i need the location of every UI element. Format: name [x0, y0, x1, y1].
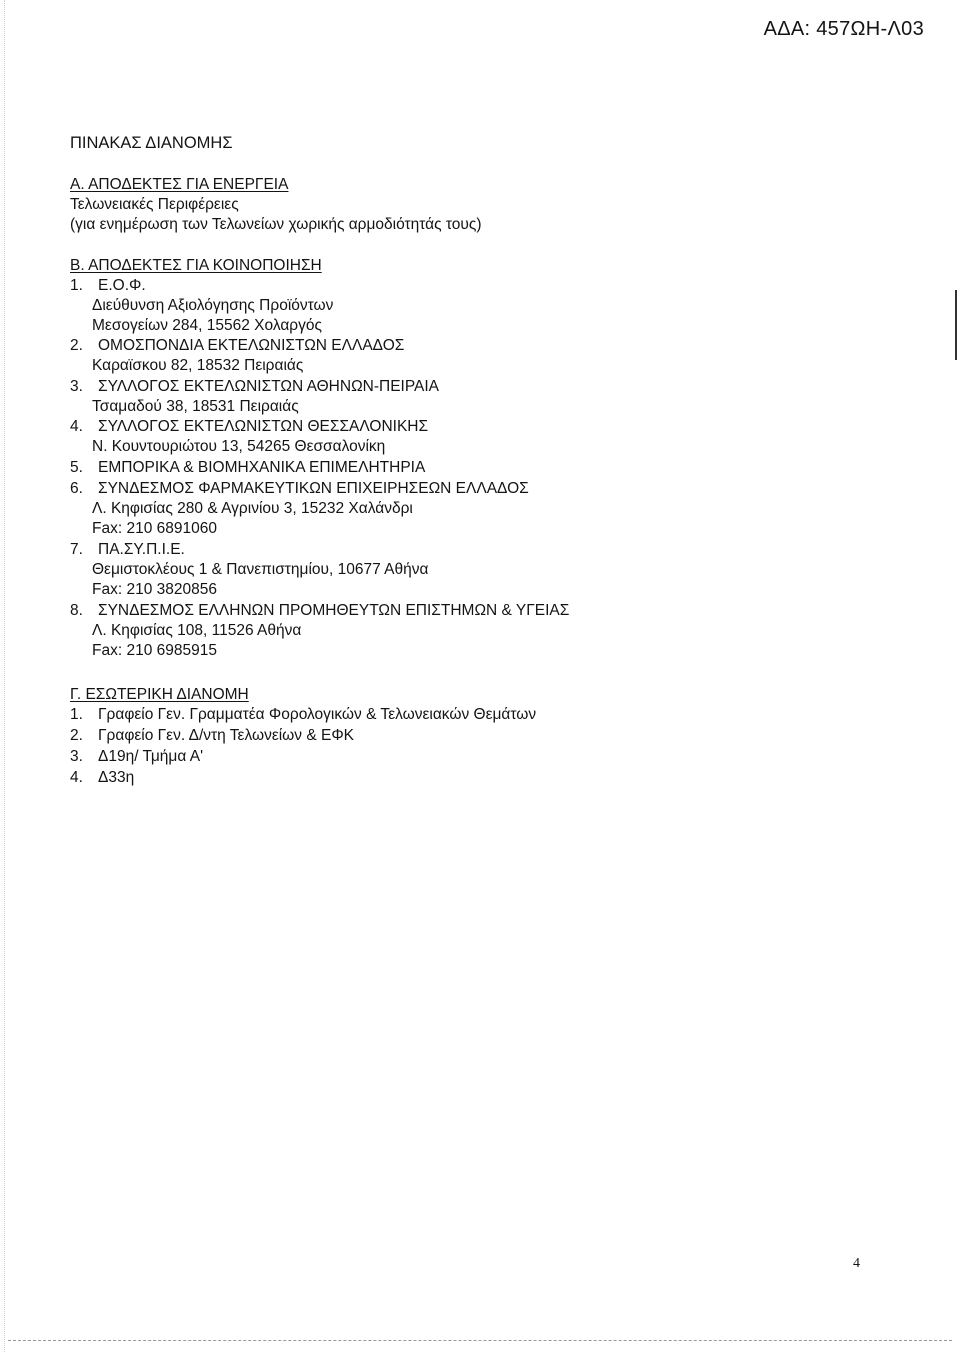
list-item-detail: Θεμιστοκλέους 1 & Πανεπιστημίου, 10677 Αθήνα [92, 561, 429, 578]
list-item-detail: Καραϊσκου 82, 18532 Πειραιάς [92, 357, 304, 374]
list-item-detail: Fax: 210 3820856 [92, 581, 217, 598]
page-number: 4 [853, 1256, 860, 1271]
section-a-heading: Α. ΑΠΟΔΕΚΤΕΣ ΓΙΑ ΕΝΕΡΓΕΙΑ [70, 176, 289, 193]
scan-edge-right [955, 290, 957, 360]
scan-edge-left [4, 0, 5, 1352]
list-item-detail: Ν. Κουντουριώτου 13, 54265 Θεσσαλονίκη [92, 438, 386, 455]
list-item-detail: Μεσογείων 284, 15562 Χολαργός [92, 317, 322, 334]
list-item-detail: Fax: 210 6985915 [92, 642, 217, 659]
list-item: 2. Γραφείο Γεν. Δ/ντη Τελωνείων & ΕΦΚ [70, 727, 355, 744]
list-item: 1. Ε.Ο.Φ. [70, 277, 146, 294]
list-item: 7. ΠΑ.ΣΥ.Π.Ι.Ε. [70, 541, 185, 558]
list-item: 4. Δ33η [70, 769, 135, 786]
section-a-line: (για ενημέρωση των Τελωνείων χωρικής αρμοδιότητάς τους) [70, 216, 482, 233]
list-item: 3. ΣΥΛΛΟΓΟΣ ΕΚΤΕΛΩΝΙΣΤΩΝ ΑΘΗΝΩΝ-ΠΕΙΡΑΙΑ [70, 378, 440, 395]
list-item: 4. ΣΥΛΛΟΓΟΣ ΕΚΤΕΛΩΝΙΣΤΩΝ ΘΕΣΣΑΛΟΝΙΚΗΣ [70, 418, 429, 435]
page-title: ΠΙΝΑΚΑΣ ΔΙΑΝΟΜΗΣ [70, 134, 233, 152]
list-item: 6. ΣΥΝΔΕΣΜΟΣ ΦΑΡΜΑΚΕΥΤΙΚΩΝ ΕΠΙΧΕΙΡΗΣΕΩΝ ΕΛΛΑΔΟΣ [70, 480, 529, 497]
list-item: 8. ΣΥΝΔΕΣΜΟΣ ΕΛΛΗΝΩΝ ΠΡΟΜΗΘΕΥΤΩΝ ΕΠΙΣΤΗΜΩΝ & ΥΓΕΙΑΣ [70, 602, 570, 619]
list-item: 1. Γραφείο Γεν. Γραμματέα Φορολογικών & Τελωνειακών Θεμάτων [70, 706, 537, 723]
list-item-detail: Fax: 210 6891060 [92, 520, 217, 537]
section-a-line: Τελωνειακές Περιφέρειες [70, 196, 239, 213]
list-item: 2. ΟΜΟΣΠΟΝΔΙΑ ΕΚΤΕΛΩΝΙΣΤΩΝ ΕΛΛΑΔΟΣ [70, 337, 405, 354]
list-item-detail: Λ. Κηφισίας 280 & Αγρινίου 3, 15232 Χαλάνδρι [92, 500, 413, 517]
ada-code: ΑΔΑ: 457ΩΗ-Λ03 [763, 18, 924, 40]
footer-divider [8, 1340, 952, 1341]
list-item-detail: Διεύθυνση Αξιολόγησης Προϊόντων [92, 297, 334, 314]
list-item-detail: Λ. Κηφισίας 108, 11526 Αθήνα [92, 622, 302, 639]
list-item: 5. ΕΜΠΟΡΙΚΑ & ΒΙΟΜΗΧΑΝΙΚΑ ΕΠΙΜΕΛΗΤΗΡΙΑ [70, 459, 426, 476]
section-c-heading: Γ. ΕΣΩΤΕΡΙΚΗ ΔΙΑΝΟΜΗ [70, 686, 249, 703]
section-b-heading: Β. ΑΠΟΔΕΚΤΕΣ ΓΙΑ ΚΟΙΝΟΠΟΙΗΣΗ [70, 257, 322, 274]
list-item-detail: Τσαμαδού 38, 18531 Πειραιάς [92, 398, 299, 415]
list-item: 3. Δ19η/ Τμήμα Α' [70, 748, 204, 765]
